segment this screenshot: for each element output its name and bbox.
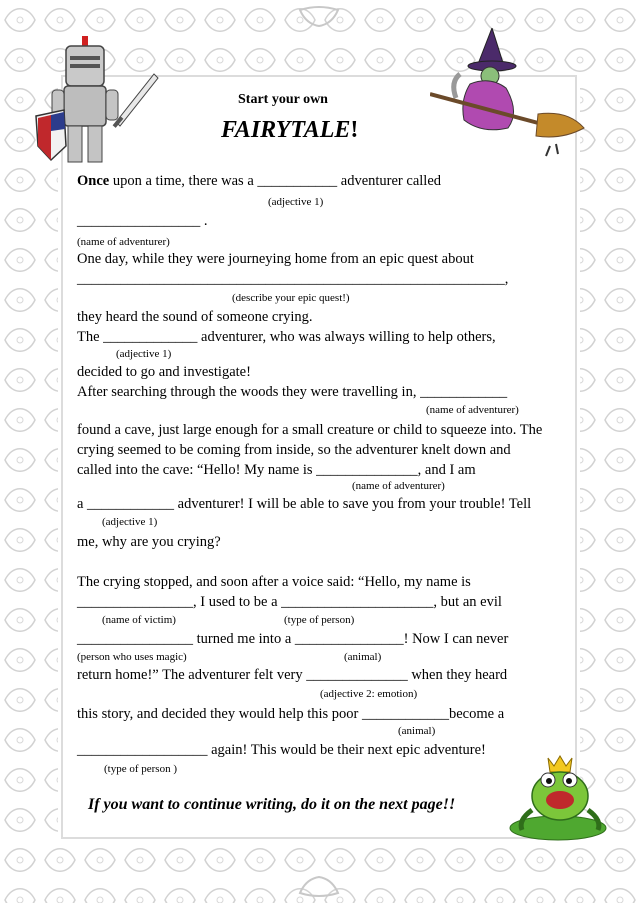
story-line: called into the cave: “Hello! My name is ______________, and I am — [77, 462, 476, 478]
story-line: crying seemed to be coming from inside, so the adventurer knelt down and — [77, 442, 511, 458]
blank-hint: (name of adventurer) — [77, 236, 170, 248]
blank-hint: (animal) — [398, 725, 436, 737]
story-line: After searching through the woods they were travelling in, ____________ — [77, 384, 508, 400]
story-line: The crying stopped, and soon after a voice said: “Hello, my name is — [77, 574, 471, 590]
story-line: One day, while they were journeying home from an epic quest about — [77, 251, 474, 267]
story-line: they heard the sound of someone crying. — [77, 309, 313, 325]
witch-on-broom-icon — [430, 28, 590, 158]
blank-hint: (animal) — [344, 651, 382, 663]
blank-hint: (describe your epic quest!) — [232, 292, 350, 304]
story-line: _________________ . — [77, 213, 208, 229]
story-line: ___________________________________________________________, — [77, 271, 509, 287]
story-line: me, why are you crying? — [77, 534, 221, 550]
blank-hint: (adjective 1) — [116, 348, 172, 360]
closing-instruction: If you want to continue writing, do it on the next page!! — [88, 796, 456, 813]
frog-prince-icon — [502, 752, 612, 842]
blank-hint: (type of person) — [284, 614, 355, 626]
story-line: decided to go and investigate! — [77, 364, 251, 380]
blank-hint: (person who uses magic) — [77, 651, 187, 663]
story-line: return home!” The adventurer felt very ______________ when they heard — [77, 667, 508, 683]
blank-hint: (adjective 2: emotion) — [320, 688, 418, 700]
story-line: ________________ turned me into a _______________! Now I can never — [77, 631, 509, 647]
page-title: FAIRYTALE! — [221, 117, 359, 143]
story-line: found a cave, just large enough for a small creature or child to squeeze into. The — [77, 422, 543, 438]
blank-hint: (adjective 1) — [102, 516, 158, 528]
story-line: Once upon a time, there was a ___________ adventurer called — [77, 173, 441, 189]
blank-hint: (name of victim) — [102, 614, 176, 626]
story-line: The _____________ adventurer, who was always willing to help others, — [77, 329, 496, 345]
story-line: a ____________ adventurer! I will be able to save you from your trouble! Tell — [77, 496, 532, 512]
blank-hint: (type of person ) — [104, 763, 178, 775]
story-line: this story, and decided they would help this poor ____________become a — [77, 706, 505, 722]
story-line: __________________ again! This would be their next epic adventure! — [77, 742, 486, 758]
blank-hint: (name of adventurer) — [352, 480, 445, 492]
blank-hint: (adjective 1) — [268, 196, 324, 208]
blank-hint: (name of adventurer) — [426, 404, 519, 416]
title-line-1: Start your own — [238, 92, 328, 107]
knight-icon — [34, 34, 164, 174]
story-line: ________________, I used to be a _____________________, but an evil — [77, 594, 502, 610]
